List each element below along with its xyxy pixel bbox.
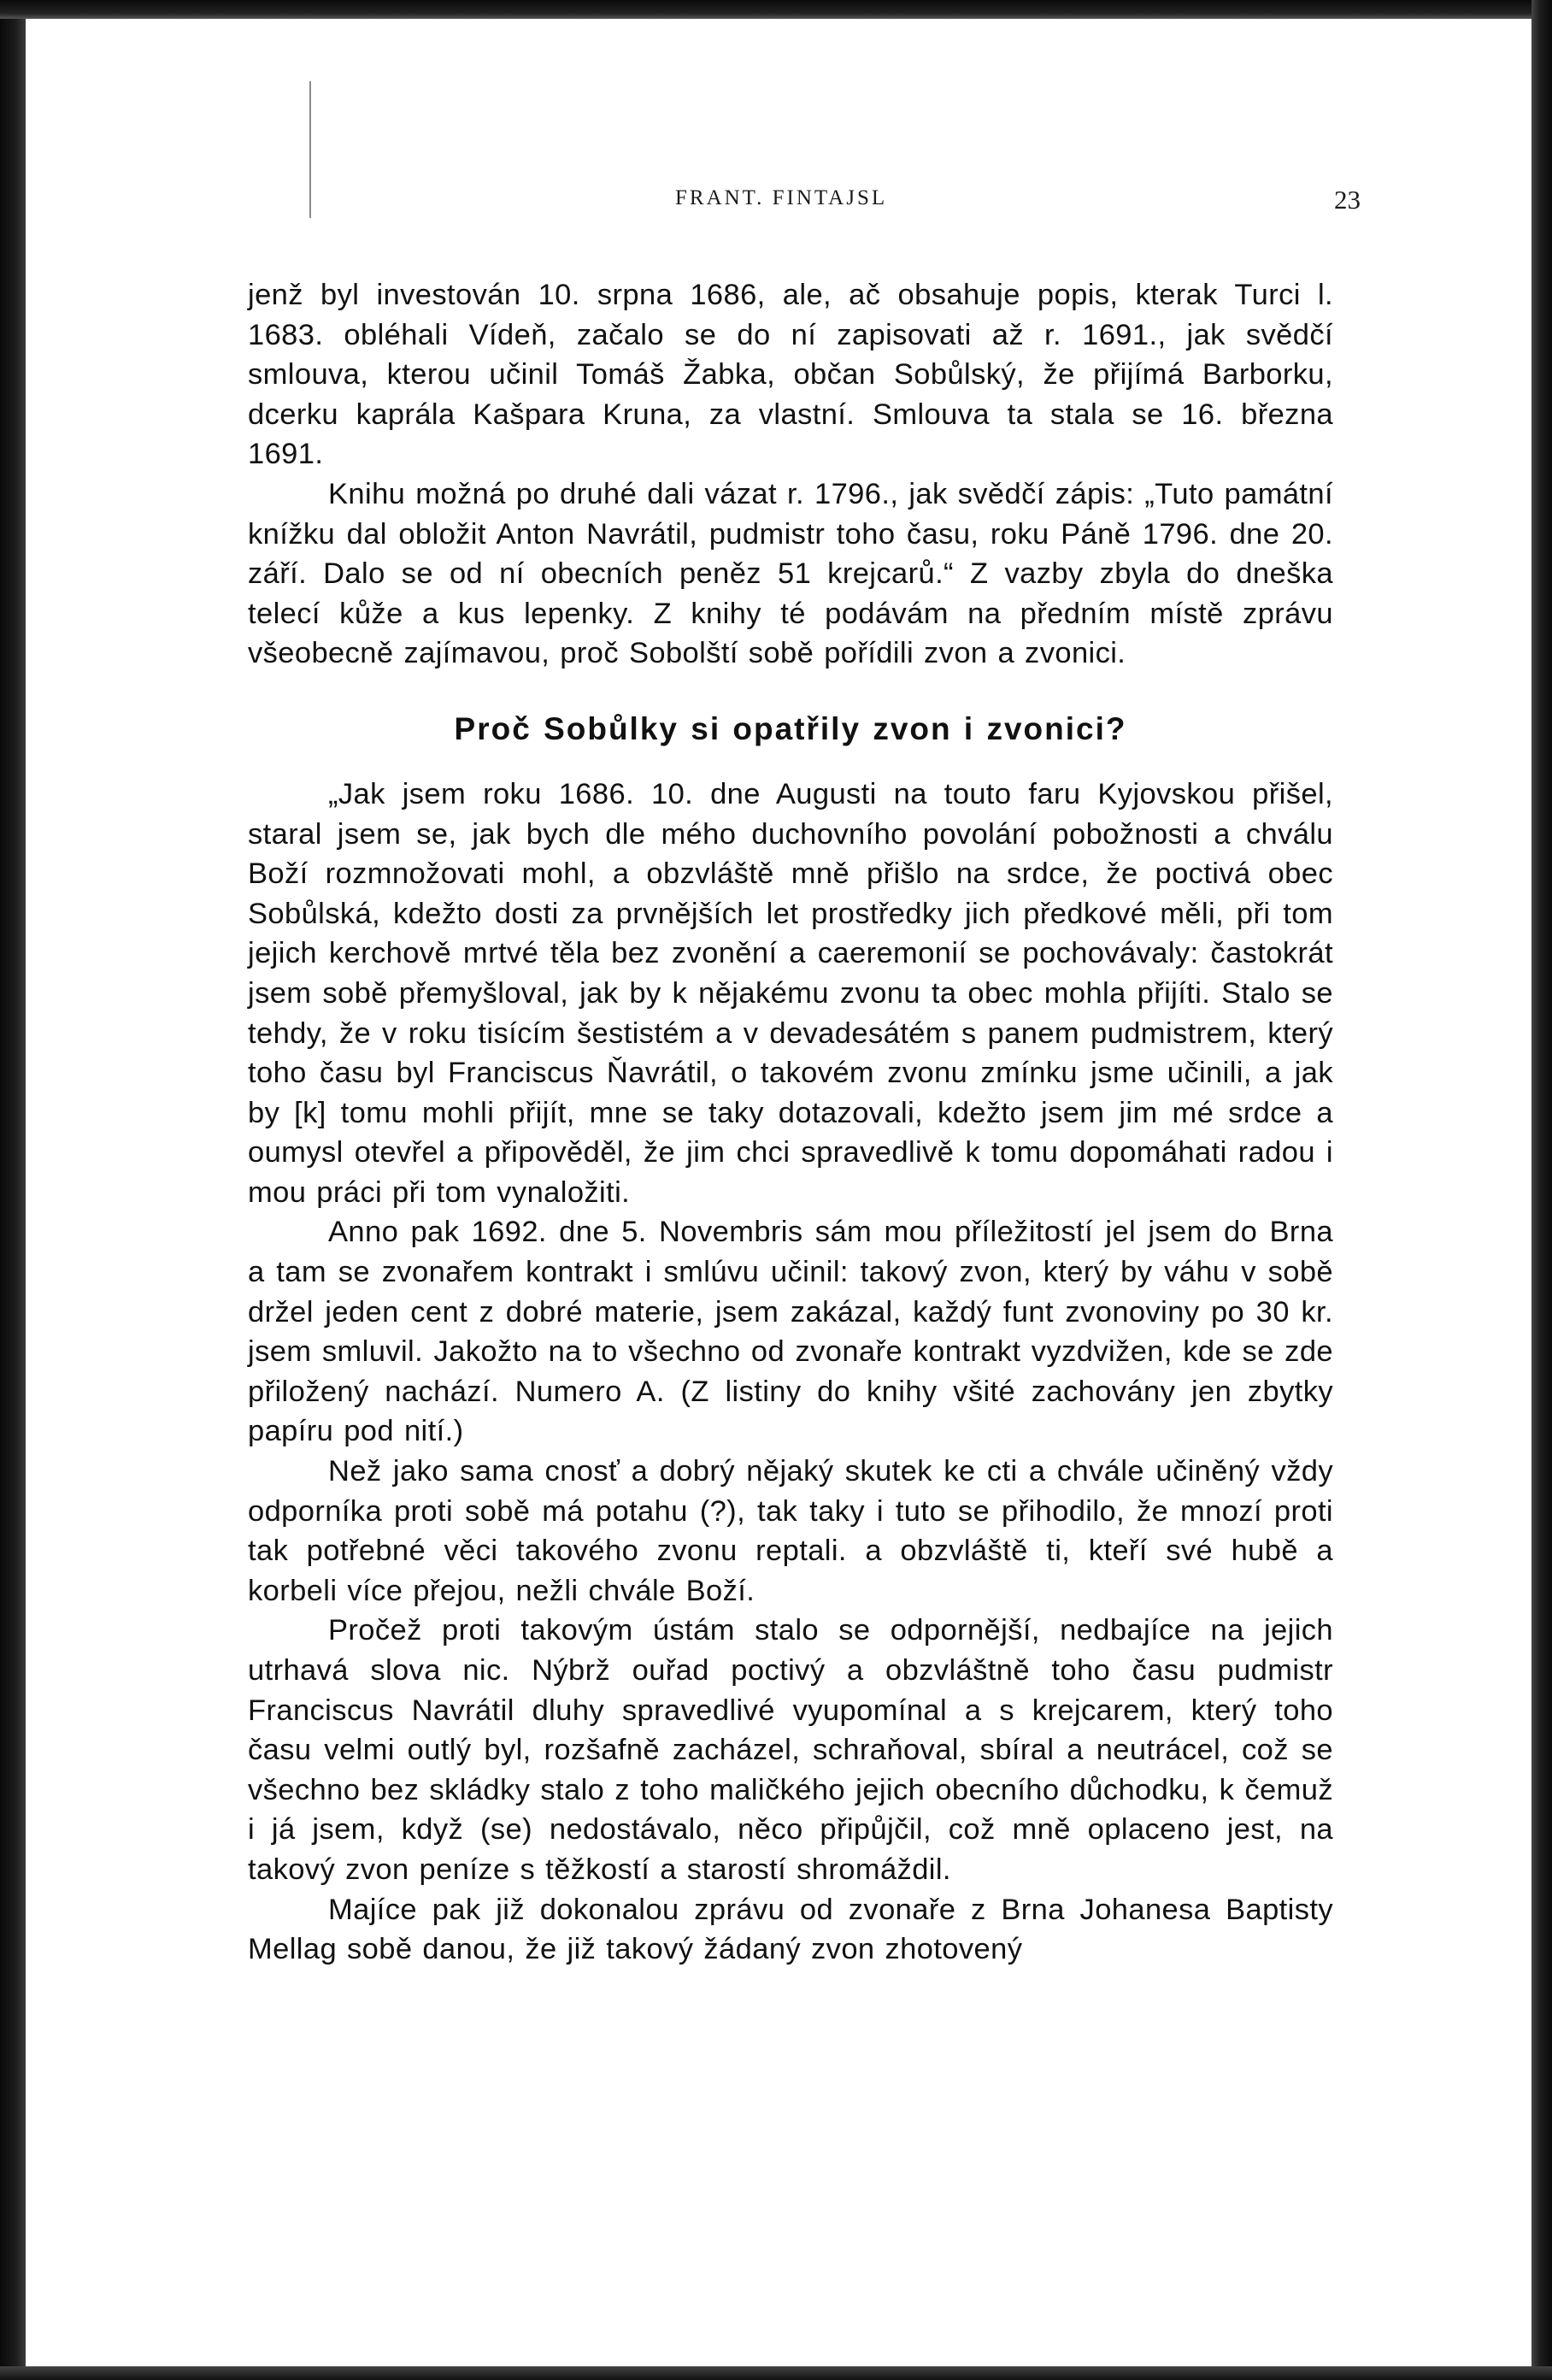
book-page <box>248 185 1361 1970</box>
scan-edge-left <box>0 0 26 2380</box>
running-title: FRANT. FINTAJSL <box>675 186 888 209</box>
paragraph-section-2: Anno pak 1692. dne 5. Novembris sám mou příležitostí jel jsem do Brna a tam se zvonařem kontrakt i smlúvu učinil: takový zvon, který by váhu v sobě držel jeden cent z dobré materie, jsem zakázal, každý funt zvonoviny po 30 kr. jsem smluvil. Jakožto na to všechno od zvonaře kontrakt vyzdvižen, kde se zde přiložený nachází. Numero A. (Z listiny do knihy všité zachovány jen zbytky papíru pod nití.) <box>248 1216 1333 1448</box>
paragraph-intro-1: jenž byl investován 10. srpna 1686, ale, ač obsahuje popis, kterak Turci l. 1683. obléhali Vídeň, začalo se do ní zapisovati až r. 1691., jak svědčí smlouva, kterou učinil Tomáš Žabka, občan Sobůlský, že přijímá Barborku, dcerku kaprála Kašpara Kruna, za vlastní. Smlouva ta stala se 16. března 1691. <box>248 279 1333 471</box>
paragraph-intro-2: Knihu možná po druhé dali vázat r. 1796., jak svědčí zápis: „Tuto památní knížku dal obložit Anton Navrátil, pudmistr toho času, roku Páně 1796. dne 20. září. Dalo se od ní obecních peněz 51 krejcarů.“ Z vazby zbyla do dneška telecí kůže a kus lepenky. Z knihy té podávám na předním místě zprávu všeobecně zajímavou, proč Sobolští sobě pořídili zvon a zvonici. <box>248 477 1333 670</box>
page-number: 23 <box>1334 185 1361 215</box>
section-heading: Proč Sobůlky si opatřily zvon i zvonici? <box>454 710 1127 746</box>
paragraph-section-5: Majíce pak již dokonalou zprávu od zvonaře z Brna Johanesa Baptisty Mellag sobě danou, že již takový žádaný zvon zhotovený <box>248 1893 1333 1966</box>
paragraph-section-3: Než jako sama cnosť a dobrý nějaký skutek ke cti a chvále učiněný vždy odporníka proti sobě má potahu (?), tak taky i tuto se přihodilo, že mnozí proti tak potřebné věci takového zvonu reptali. a obzvláště ti, kteří své hubě a korbeli více přejou, nežli chvále Boží. <box>248 1455 1333 1607</box>
running-head <box>248 185 1361 229</box>
paragraph-section-1: „Jak jsem roku 1686. 10. dne Augusti na touto faru Kyjovskou přišel, staral jsem se, jak bych dle mého duchovního povolání pobožnosti a chválu Boží rozmnožovati mohl, a obzvláště mně přišlo na srdce, že poctivá obec Sobůlská, kdežto dosti za prvnějších let prostředky jich předkové měli, při tom jejich kerchově mrtvé těla bez zvonění a caeremonií se pochovávaly: častokrát jsem sobě přemyšloval, jak by k nějakému zvonu ta obec mohla přijíti. Stalo se tehdy, že v roku tisícím šestistém a v devadesátém s panem pudmistrem, který toho času byl Franciscus Ňavrátil, o takovém zvonu zmínku jsme učinili, a jak by [k] tomu mohli přijít, mne se taky dotazovali, kdežto jsem jim mé srdce a oumysl otevřel a připověděl, že jim chci spravedlivě k tomu dopomáhati radou i mou práci při tom vynaložiti. <box>248 777 1333 1209</box>
body-text <box>248 275 1333 1970</box>
scan-edge-right <box>1531 0 1552 2380</box>
scan-edge-top <box>0 0 1552 19</box>
scan-edge-bottom <box>0 2366 1552 2380</box>
paragraph-section-4: Pročež proti takovým ústám stalo se odpornější, nedbajíce na jejich utrhavá slova nic. Nýbrž ouřad poctivý a obzvláštně toho času pudmistr Franciscus Navrátil dluhy spravedlivé vyupomínal a s krejcarem, který toho času velmi outlý byl, rozšafně zacházel, schraňoval, sbíral a neutrácel, což se všechno bez skládky stalo z toho maličkého jejich obecního důchodku, k čemuž i já jsem, když (se) nedostávalo, něco připůjčil, což mně oplaceno jest, na takový zvon peníze s těžkostí a starostí shromáždil. <box>248 1614 1333 1886</box>
